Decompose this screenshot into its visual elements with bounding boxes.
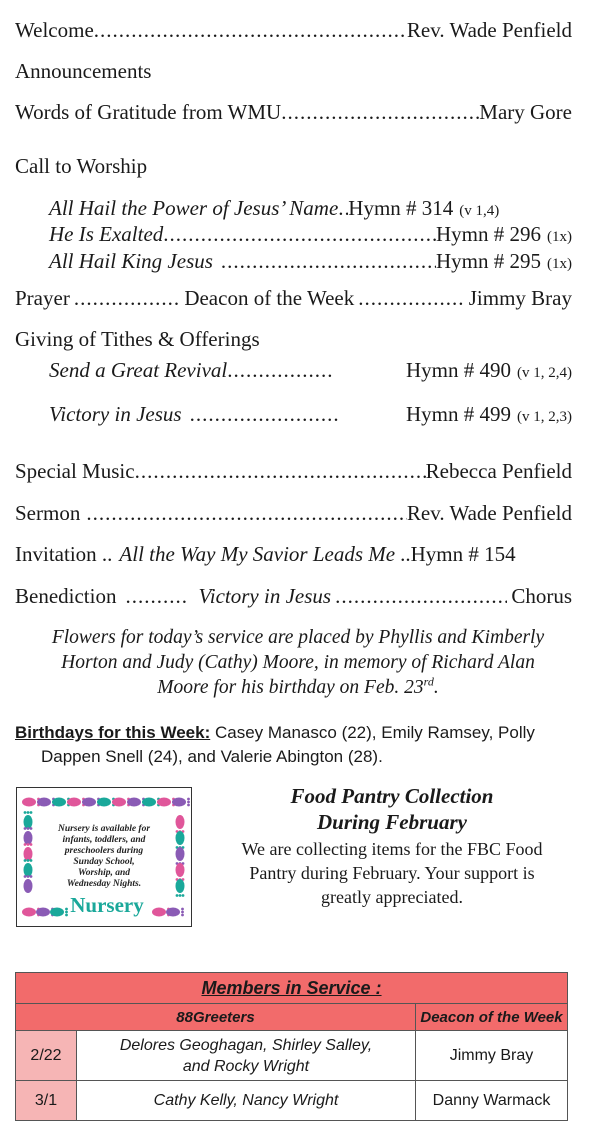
hymn-number: Hymn # 296 [436, 222, 541, 246]
hymn-line [49, 221, 572, 250]
leader-dots [125, 583, 189, 609]
deacon-cell: Jimmy Bray [416, 1031, 568, 1081]
invitation-number: Hymn # 154 [410, 542, 516, 566]
leader-dots [335, 583, 507, 609]
birthdays-label: Birthdays for this Week: [15, 723, 211, 742]
hymn-title: He Is Exalted [49, 222, 164, 246]
table-row [16, 1031, 568, 1081]
birthdays-list: Casey Manasco (22), Emily Ramsey, Polly [210, 723, 535, 742]
benediction-line [15, 583, 572, 609]
call-to-worship-heading: Call to Worship [15, 154, 148, 178]
prayer-middle: Deacon of the Week [184, 286, 355, 310]
footprints-border-icon [17, 788, 191, 926]
hymn-title: All Hail King Jesus [49, 249, 213, 273]
announcements-heading: Announcements [15, 59, 152, 83]
greeters-names: and Rocky Wright [182, 1057, 310, 1075]
hymn-line [49, 195, 572, 224]
flowers-line: Flowers for today’s service are placed by Phyllis and Kimberly [51, 627, 545, 648]
special-music-person: Rebecca Penfield [425, 459, 572, 483]
footprint-icon [50, 908, 68, 917]
greeters-cell [77, 1081, 416, 1121]
deacon-column-header: Deacon of the Week [416, 1004, 568, 1031]
hymn-verses: (1x) [547, 229, 572, 245]
hymn-verses: (v 1, 2,4) [517, 365, 572, 381]
flowers-line-end: . [433, 677, 439, 698]
footprint-icon [176, 815, 185, 833]
nursery-text: Nursery is available for [57, 824, 151, 834]
pantry-body: Pantry during February. Your support is [249, 863, 535, 883]
birthdays [15, 721, 575, 769]
footprint-icon [24, 827, 33, 845]
footprint-icon [176, 831, 185, 849]
footprint-icon [172, 798, 190, 807]
footprint-icon [24, 859, 33, 877]
footprint-icon [24, 875, 33, 893]
pantry-body: We are collecting items for the FBC Food [241, 839, 543, 859]
footprint-icon [176, 847, 185, 865]
nursery-text: Worship, and [77, 868, 131, 878]
benediction-song: Victory in Jesus [198, 584, 332, 608]
flowers-line-text: Moore for his birthday on Feb. 23 [157, 677, 424, 698]
leader-dots [281, 99, 479, 125]
nursery-logo-word: Nursery [70, 893, 144, 917]
leader-dots [358, 285, 465, 311]
welcome-leader: Rev. Wade Penfield [406, 18, 572, 42]
greeters-names: Cathy Kelly, Nancy Wright [153, 1092, 339, 1109]
service-date: 2/22 [16, 1031, 77, 1081]
nursery-text: infants, toddlers, and [62, 835, 146, 845]
sermon-preacher: Rev. Wade Penfield [406, 501, 572, 525]
invitation-hymn: All the Way My Savior Leads Me [119, 542, 396, 566]
footprint-icon [176, 863, 185, 881]
leader-dots [221, 248, 436, 274]
hymn-verses: (1x) [547, 256, 572, 272]
leader-dots [227, 357, 332, 383]
greeters-cell [77, 1031, 416, 1081]
footprint-icon [24, 843, 33, 861]
footprint-icon [24, 811, 33, 829]
food-pantry-notice [200, 783, 584, 909]
hymn-title: Send a Great Revival [49, 358, 228, 382]
gratitude-label: Words of Gratitude from WMU [15, 100, 282, 124]
prayer-label: Prayer [15, 286, 70, 310]
hymn-title: All Hail the Power of Jesus’ Name [49, 196, 339, 220]
prayer-line [15, 285, 572, 311]
sermon-line [15, 500, 572, 526]
hymn-number: Hymn # 295 [436, 249, 541, 273]
table-row [16, 1081, 568, 1121]
hymn-verses: (v 1, 2,3) [517, 409, 572, 425]
gratitude-person: Mary Gore [479, 100, 572, 124]
birthdays-list: Dappen Snell (24), and Valerie Abington (28). [41, 747, 383, 766]
flowers-line: Horton and Judy (Cathy) Moore, in memory of Richard Alan [61, 652, 535, 673]
nursery-graphic [16, 787, 192, 927]
sermon-label: Sermon [15, 501, 81, 525]
welcome-line [15, 17, 572, 43]
leader-dots [86, 500, 407, 526]
hymn-number: Hymn # 490 [406, 358, 511, 382]
leader-dots [74, 285, 181, 311]
hymn-line [49, 248, 572, 277]
footprint-icon [166, 908, 184, 917]
invitation-label: Invitation .. [15, 542, 113, 566]
ordinal-suffix: rd [423, 674, 434, 689]
offering-hymn-line [49, 357, 572, 386]
hymn-number: Hymn # 314 [348, 196, 454, 220]
benediction-type: Chorus [511, 584, 572, 608]
leader-dots [338, 195, 348, 221]
offering-hymn-line [49, 401, 572, 430]
hymn-number: Hymn # 499 [406, 402, 511, 426]
footprint-icon [176, 879, 185, 897]
flowers-note [12, 625, 584, 700]
leader-dots [190, 401, 340, 427]
leader-dots [163, 221, 436, 247]
welcome-label: Welcome [15, 18, 94, 42]
pantry-body: greatly appreciated. [321, 887, 463, 907]
flowers-line [12, 675, 584, 700]
nursery-text: preschoolers during [64, 846, 144, 856]
prayer-person: Jimmy Bray [468, 286, 572, 310]
nursery-text: Sunday School, [73, 857, 135, 867]
service-date: 3/1 [16, 1081, 77, 1121]
deacon-cell: Danny Warmack [416, 1081, 568, 1121]
pantry-title: During February [317, 810, 467, 834]
giving-heading: Giving of Tithes & Offerings [15, 327, 260, 351]
table-title: Members in Service : [16, 973, 568, 1004]
hymn-verses: (v 1,4) [459, 203, 500, 219]
greeters-names: Delores Geoghagan, Shirley Salley, [119, 1036, 373, 1054]
special-music-label: Special Music [15, 459, 135, 483]
pantry-title: Food Pantry Collection [290, 784, 494, 808]
leader-dots [94, 17, 407, 43]
members-in-service-table [15, 972, 568, 1121]
gratitude-line [15, 99, 572, 125]
special-music-line [15, 458, 572, 484]
invitation-line: Invitation .. All the Way My Savior Leads Me .. Hymn # 154 [15, 542, 516, 566]
leader-dots [135, 458, 426, 484]
hymn-title: Victory in Jesus [49, 402, 182, 426]
nursery-text: Wednesday Nights. [66, 879, 142, 889]
greeters-column-header: 88Greeters [16, 1004, 416, 1031]
benediction-label: Benediction [15, 584, 117, 608]
